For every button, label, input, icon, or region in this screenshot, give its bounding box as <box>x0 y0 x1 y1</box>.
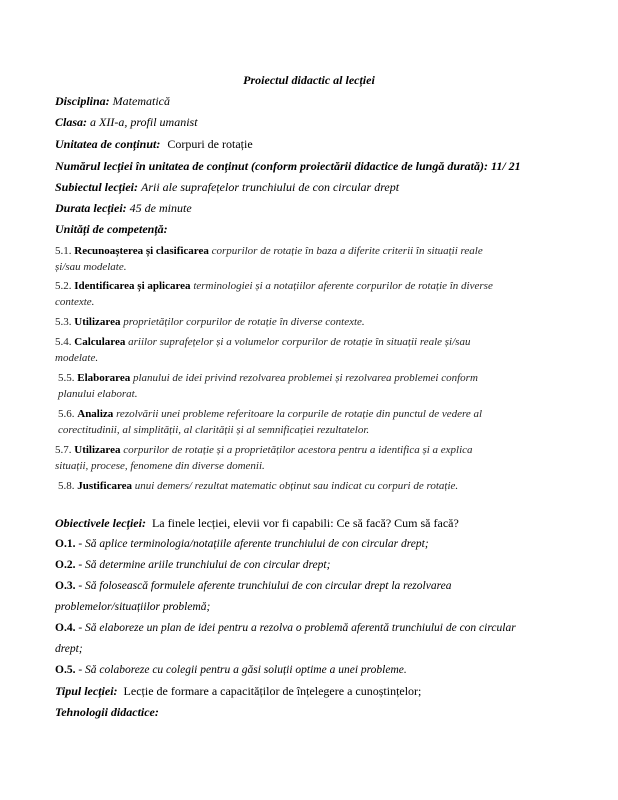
competence-verb: Recunoașterea și clasificarea <box>74 245 209 257</box>
document-title: Proiectul didactic al lecției <box>243 73 375 87</box>
competence-verb: Justificarea <box>77 480 133 492</box>
objective-code: O.4. <box>55 622 76 634</box>
objective-text-cont: problemelor/situațiilor problemă; <box>55 601 211 613</box>
competence-verb: Calcularea <box>74 336 126 348</box>
competence-number: 5.8. <box>58 480 75 492</box>
technologies-label: Tehnologii didactice: <box>55 705 159 719</box>
unit-label: Unitatea de conținut: <box>55 137 161 151</box>
objective-item <box>55 579 555 594</box>
competence-text-cont: corectitudinii, al simplității, al clarității și al semnificației rezultatelor. <box>58 424 370 436</box>
competence-number: 5.5. <box>58 372 75 384</box>
competence-text: rezolvării unei probleme referitoare la corpurile de rotație din punctul de vedere al <box>116 408 483 420</box>
objectives-heading <box>55 516 555 531</box>
lesson-number-label: Numărul lecției în unitatea de conținut (conform proiectării didactice de lungă durată): 11/ 21 <box>55 159 521 173</box>
discipline-label: Disciplina: <box>55 94 110 108</box>
duration-row <box>55 201 555 216</box>
class-value: a XII-a, profil umanist <box>90 115 198 129</box>
discipline-row <box>55 94 555 109</box>
competence-number: 5.6. <box>58 408 75 420</box>
competence-text: planului de idei privind rezolvarea problemei și rezolvarea problemei conform <box>132 372 478 384</box>
competence-verb: Analiza <box>77 408 114 420</box>
competence-item <box>58 478 558 494</box>
lesson-type-row <box>55 684 555 699</box>
objective-text: - Să colaboreze cu colegii pentru a găsi soluții optime a unei probleme. <box>78 664 407 676</box>
subject-value: Arii ale suprafețelor trunchiului de con circular drept <box>141 180 400 194</box>
objective-item <box>55 621 555 636</box>
objective-text: - Să folosească formulele aferente trunchiului de con circular drept la rezolvarea <box>78 580 452 592</box>
competence-item <box>55 278 555 310</box>
competence-verb: Utilizarea <box>74 444 121 456</box>
objective-item <box>55 663 555 678</box>
subject-row <box>55 180 555 195</box>
objective-text: - Să aplice terminologia/notațiile aferente trunchiului de con circular drept; <box>78 538 429 550</box>
competence-number: 5.1. <box>55 245 72 257</box>
technologies-row <box>55 705 555 720</box>
competence-verb: Elaborarea <box>77 372 131 384</box>
duration-value: 45 de minute <box>129 201 192 215</box>
competence-item <box>55 243 555 275</box>
class-row <box>55 115 555 130</box>
competence-text-cont: planului elaborat. <box>58 388 138 400</box>
competence-item <box>55 442 555 474</box>
unit-value: Corpuri de rotație <box>167 137 253 151</box>
objective-code: O.1. <box>55 538 76 550</box>
competence-item <box>58 406 558 438</box>
competence-text: ariilor suprafețelor și a volumelor corpurilor de rotație în situații reale și/sau <box>128 336 471 348</box>
competence-text: proprietăților corpurilor de rotație în diverse contexte. <box>123 316 365 328</box>
objective-item <box>55 558 555 573</box>
objectives-label: Obiectivele lecției: <box>55 516 146 530</box>
objectives-intro: La finele lecției, elevii vor fi capabili: Ce să facă? Cum să facă? <box>151 516 459 530</box>
objective-code: O.3. <box>55 580 76 592</box>
competence-text: corpurilor de rotație și a proprietăților acestora pentru a identifica și a explica <box>123 444 473 456</box>
competences-label: Unități de competență: <box>55 222 168 236</box>
class-label: Clasa: <box>55 115 88 129</box>
lesson-type-value: Lecție de formare a capacităților de înțelegere a cunoștințelor; <box>123 684 422 698</box>
competence-text-cont: modelate. <box>55 352 99 364</box>
competence-text: unui demers/ rezultat matematic obținut sau indicat cu corpuri de rotație. <box>134 480 459 492</box>
competence-verb: Identificarea și aplicarea <box>74 280 191 292</box>
competence-number: 5.4. <box>55 336 72 348</box>
competence-number: 5.7. <box>55 444 72 456</box>
objective-text-cont: drept; <box>55 643 83 655</box>
competence-text-cont: și/sau modelate. <box>55 261 127 273</box>
objective-code: O.2. <box>55 559 76 571</box>
competence-verb: Utilizarea <box>74 316 121 328</box>
lesson-number-row <box>55 159 555 174</box>
competence-item <box>55 334 555 366</box>
objective-code: O.5. <box>55 664 76 676</box>
objective-item <box>55 537 555 552</box>
competence-text: corpurilor de rotație în baza a diferite criterii în situații reale <box>211 245 483 257</box>
competence-number: 5.3. <box>55 316 72 328</box>
objective-text: - Să elaboreze un plan de idei pentru a rezolva o problemă aferentă trunchiului de con circular <box>78 622 516 634</box>
subject-label: Subiectul lecției: <box>55 180 138 194</box>
lesson-type-label: Tipul lecției: <box>55 684 118 698</box>
discipline-value: Matematică <box>112 94 170 108</box>
competence-number: 5.2. <box>55 280 72 292</box>
unit-row <box>55 137 555 152</box>
duration-label: Durata lecției: <box>55 201 127 215</box>
competence-text-cont: situații, procese, fenomene din diverse domenii. <box>55 460 265 472</box>
objective-text: - Să determine ariile trunchiului de con circular drept; <box>78 559 331 571</box>
competences-heading <box>55 222 555 237</box>
competence-text-cont: contexte. <box>55 296 95 308</box>
competence-item <box>55 314 555 330</box>
competence-text: terminologiei și a notațiilor aferente corpurilor de rotație în diverse <box>193 280 493 292</box>
competence-item <box>58 370 558 402</box>
